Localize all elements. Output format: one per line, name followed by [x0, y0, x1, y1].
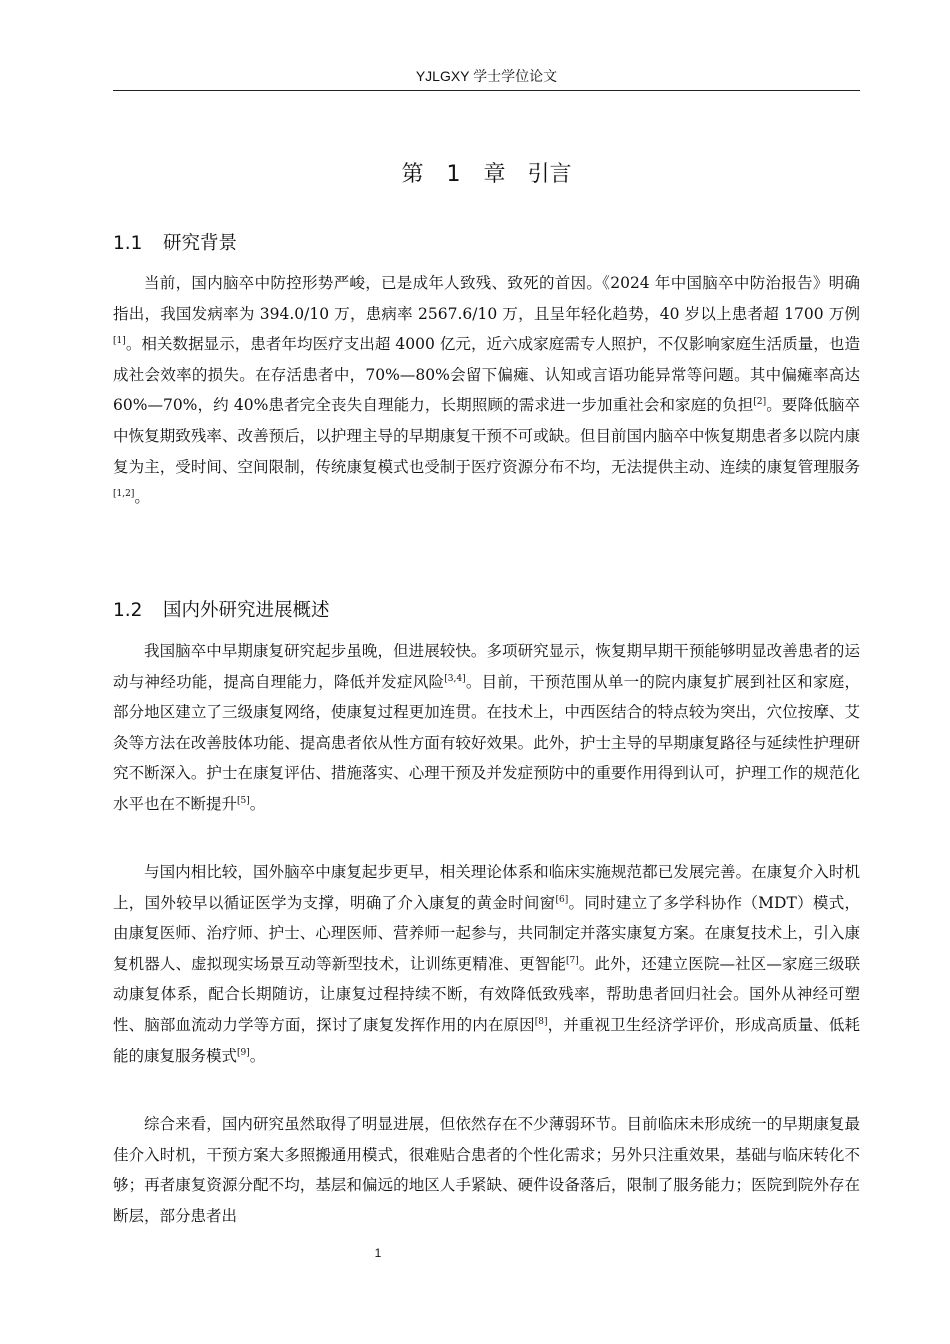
paragraph-text: 。同时建立了多学科协作（MDT）模式，由康复医师、治疗师、护士、心理医师、营养师一起参与，共同制定并落实康复方案。在康复技术上，引入康复机器人、虚拟现实场景互动等新型技术，让训练更精准、更智能 [113, 893, 860, 973]
page-number: 1 [374, 1246, 382, 1260]
paragraph-text: 。 [134, 488, 150, 507]
chapter-title: 第 1 章 引言 [401, 162, 572, 187]
citation-marker: [9] [237, 1047, 250, 1058]
section-title: 国内外研究进展概述 [163, 600, 330, 621]
paragraph-text: 。 [249, 1046, 266, 1065]
citation-marker: [2] [753, 397, 767, 408]
paragraph [113, 636, 860, 820]
paragraph-text: 我国脑卒中早期康复研究起步虽晚，但进展较快。多项研究显示，恢复期早期干预能够明显改善患者的运动与神经功能，提高自理能力，降低并发症风险 [113, 642, 860, 691]
citation-marker: [6] [555, 894, 569, 905]
citation-marker: [3,4] [444, 673, 466, 684]
paragraph-text: 。相关数据显示，患者年均医疗支出超 4000 亿元，近六成家庭需专人照护，不仅影响家庭生活质量，也造成社会效率的损失。在存活患者中，70%—80%会留下偏瘫、认知或言语功能异常等问题。其中偏瘫率高达 60%—70%，约 40%患者完全丧失自理能力，长期照顾的需求进一步加重社会和家庭的负担 [113, 335, 860, 415]
header-rule [113, 90, 860, 91]
paragraph-text: ，并重视卫生经济学评价，形成高质量、低耗能的康复服务模式 [113, 1015, 860, 1065]
section-number: 1.2 [113, 600, 143, 621]
citation-marker: [8] [534, 1016, 548, 1027]
citation-marker: [1] [113, 336, 126, 347]
paragraph-text: 综合来看，国内研究虽然取得了明显进展，但依然存在不少薄弱环节。目前临床未形成统一的早期康复最佳介入时机，干预方案大多照搬通用模式，很难贴合患者的个性化需求；另外只注重效果，基础与临床转化不够；再者康复资源分配不均，基层和偏远的地区人手紧缺、硬件设备落后，限制了服务能力；医院到院外存在断层，部分患者出 [113, 1115, 860, 1225]
section-title: 研究背景 [163, 233, 238, 254]
running-header: YJLGXY 学士学位论文 [415, 68, 558, 84]
paragraph-text: 。要降低脑卒中恢复期致残率、改善预后，以护理主导的早期康复干预不可或缺。但目前国内脑卒中恢复期患者多以院内康复为主，受时间、空间限制，传统康复模式也受制于医疗资源分布不均，无法提供主动、连续的康复管理服务 [113, 396, 860, 476]
section-heading-1-2 [113, 597, 860, 625]
section-heading-1-1 [113, 230, 860, 258]
paragraph-text: 当前，国内脑卒中防控形势严峻，已是成年人致残、致死的首因。《2024 年中国脑卒中防治报告》明确指出，我国发病率为 394.0/10 万，患病率 2567.6/10 万，且呈年轻化趋势，40 岁以上患者超 1700 万例 [113, 274, 860, 323]
citation-marker: [1,2] [113, 489, 135, 499]
citation-marker: [7] [566, 955, 579, 966]
paragraph [113, 857, 860, 1071]
citation-marker: [5] [237, 795, 250, 806]
paragraph-text: 。目前，干预范围从单一的院内康复扩展到社区和家庭，部分地区建立了三级康复网络，使康复过程更加连贯。在技术上，中西医结合的特点较为突出，穴位按摩、艾灸等方法在改善肢体功能、提高患者依从性方面有较好效果。此外，护士主导的早期康复路径与延续性护理研究不断深入。护士在康复评估、措施落实、心理干预及并发症预防中的重要作用得到认可，护理工作的规范化水平也在不断提升 [113, 672, 860, 813]
paragraph [113, 268, 860, 513]
paragraph-text: 与国内相比较，国外脑卒中康复起步更早，相关理论体系和临床实施规范都已发展完善。在康复介入时机上，国外较早以循证医学为支撑，明确了介入康复的黄金时间窗 [113, 863, 860, 912]
paragraph [113, 1109, 860, 1231]
section-number: 1.1 [113, 233, 143, 254]
paragraph-text: 。此外，还建立医院—社区—家庭三级联动康复体系，配合长期随访，让康复过程持续不断，有效降低致残率，帮助患者回归社会。国外从神经可塑性、脑部血流动力学等方面，探讨了康复发挥作用的内在原因 [113, 954, 860, 1034]
paragraph-text: 。 [249, 794, 266, 813]
